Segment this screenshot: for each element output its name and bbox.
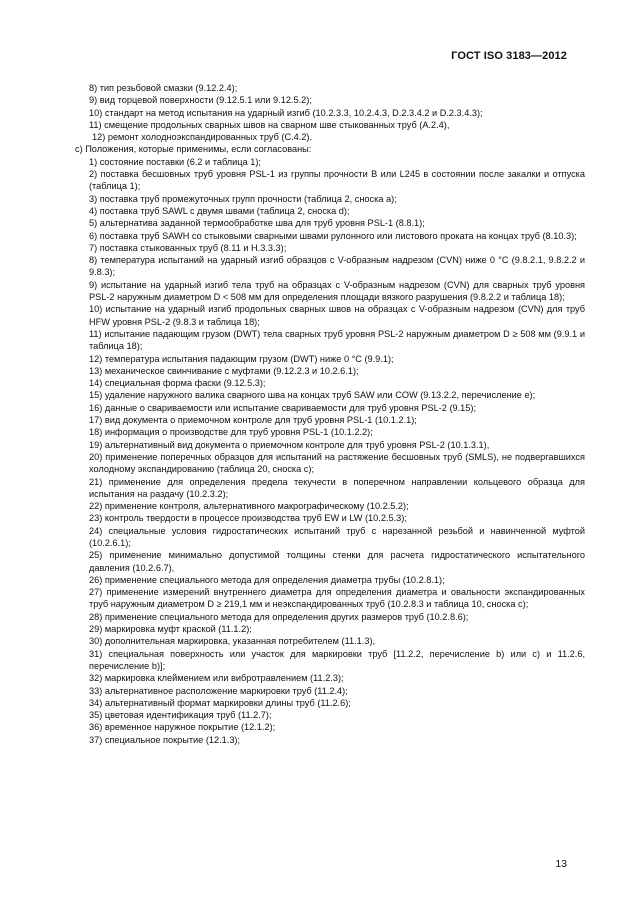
list-item: 25) применение минимально допустимой толщины стенки для расчета гидростатического испытательного давления (10.2.6.7), [89, 550, 585, 573]
list-item: 33) альтернативное расположение маркировки труб (11.2.4); [89, 685, 348, 696]
list-item: 30) дополнительная маркировка, указанная потребителем (11.1.3), [89, 636, 376, 647]
list-item: 18) информация о производстве для труб уровня PSL-1 (10.1.2.2); [89, 427, 373, 438]
list-item: 14) специальная форма фаски (9.12.5.3); [89, 378, 266, 389]
list-item: 21) применение для определения предела текучести в поперечном направлении кольцевого образца для испытания на раздачу (10.2.3.2); [89, 476, 585, 499]
list-item: 6) поставка труб SAWH со стыковыми сварными швами рулонного или листового проката на концах труб (8.10.3); [89, 230, 577, 241]
list-item: 15) удаление наружного валика сварного шва на концах труб SAW или COW (9.13.2.2, перечисление e); [89, 390, 536, 401]
list-item: 1) состояние поставки (6.2 и таблица 1); [89, 156, 261, 167]
list-heading: c) Положения, которые применимы, если согласованы: [75, 144, 312, 155]
list-item: 3) поставка труб промежуточных групп прочности (таблица 2, сноска a); [89, 193, 397, 204]
list-item: 26) применение специального метода для определения диаметра трубы (10.2.8.1); [89, 574, 445, 585]
list-item: 34) альтернативный формат маркировки длины труб (11.2.6); [89, 697, 351, 708]
list-item: 31) специальная поверхность или участок для маркировки труб [11.2.2, перечисление b) или c) и 11.2.6, перечисление b)]; [89, 648, 585, 671]
list-item: 13) механическое свинчивание с муфтами (9.12.2.3 и 10.2.6.1); [89, 365, 359, 376]
list-item: 11) испытание падающим грузом (DWT) тела сварных труб уровня PSL-2 наружным диаметром D ≥ 508 мм (9.9.1 и таблица 18); [89, 328, 585, 352]
list-item: 10) испытание на ударный изгиб продольных сварных швов на образцах с V-образным надрезом (CVN) для труб HFW уровня PSL-2 (9.8.3 и таблица 18); [89, 304, 585, 327]
list-item: 32) маркировка клеймением или вибротравлением (11.2.3); [89, 673, 344, 684]
list-item: 28) применение специального метода для определения других размеров труб (10.2.8.6); [89, 611, 469, 622]
list-item: 29) маркировка муфт краской (11.1.2); [89, 624, 252, 635]
list-item: 11) смещение продольных сварных швов на сварном шве стыкованных труб (A.2.4), [89, 119, 450, 130]
list-item: 23) контроль твердости в процессе производства труб EW и LW (10.2.5.3); [89, 513, 407, 524]
list-item: 9) испытание на ударный изгиб тела труб на образцах с V-образным надрезом (CVN) для сварных труб уровня PSL-2 наружным диаметром D < 508 мм для определения площади вязкого разрушения (9.8.2.2 и таблица 18); [89, 279, 585, 303]
list-item: 12) ремонт холодноэкспандированных труб (C.4.2). [92, 132, 313, 143]
list-item: 16) данные о свариваемости или испытание свариваемости для труб уровня PSL-2 (9.15); [89, 402, 477, 413]
list-item: 35) цветовая идентификация труб (11.2.7); [89, 710, 272, 721]
list-item: 8) температура испытаний на ударный изгиб образцов с V-образным надрезом (CVN) ниже 0 °C (9.8.2.1, 9.8.2.2 и 9.8.3); [89, 255, 585, 278]
list-item: 36) временное наружное покрытие (12.1.2); [89, 722, 276, 733]
list-item: 7) поставка стыкованных труб (8.11 и H.3.3.3); [89, 242, 287, 253]
list-item: 37) специальное покрытие (12.1.3); [89, 734, 241, 745]
list-item: 24) специальные условия гидростатических испытаний труб с нарезанной резьбой и навинченной муфтой (10.2.6.1); [89, 525, 585, 548]
list-item: 10) стандарт на метод испытания на ударный изгиб (10.2.3.3, 10.2.4.3, D.2.3.4.2 и D.2.3.4.3); [89, 107, 483, 118]
list-item: 2) поставка бесшовных труб уровня PSL-1 из группы прочности B или L245 в состоянии после закалки и отпуска (таблица 1); [89, 169, 585, 192]
list-item: 20) применение поперечных образцов для испытаний на растяжение бесшовных труб (SMLS), не подвергавшихся холодному экспандированию (таблица 20, сноска c); [89, 451, 585, 475]
list-item: 5) альтернатива заданной термообработке шва для труб уровня PSL-1 (8.8.1); [89, 218, 425, 229]
list-item: 9) вид торцевой поверхности (9.12.5.1 или 9.12.5.2); [89, 95, 312, 106]
document-header: ГОСТ ISO 3183—2012 [451, 50, 567, 62]
list-item: 8) тип резьбовой смазки (9.12.2.4); [89, 83, 238, 93]
list-item: 17) вид документа о приемочном контроле для труб уровня PSL-1 (10.1.2.1); [89, 415, 417, 426]
list-item: 19) альтернативный вид документа о приемочном контроле для труб уровня PSL-2 (10.1.3.1), [89, 439, 490, 450]
document-body [75, 82, 585, 746]
page-number: 13 [555, 858, 567, 870]
list-item: 12) температура испытания падающим грузом (DWT) ниже 0 °C (9.9.1); [89, 353, 394, 364]
list-item: 27) применение измерений внутреннего диаметра для определения диаметра и овальности экспандированных труб наружным диаметром D ≥ 219,1 мм и нeэкспандированных труб (10.2.8.3 и таблица 10, сноска c); [89, 587, 585, 610]
list-item: 4) поставка труб SAWL с двумя швами (таблица 2, сноска d); [89, 205, 350, 216]
list-item: 22) применение контроля, альтернативного макрографическому (10.2.5.2); [89, 501, 409, 512]
